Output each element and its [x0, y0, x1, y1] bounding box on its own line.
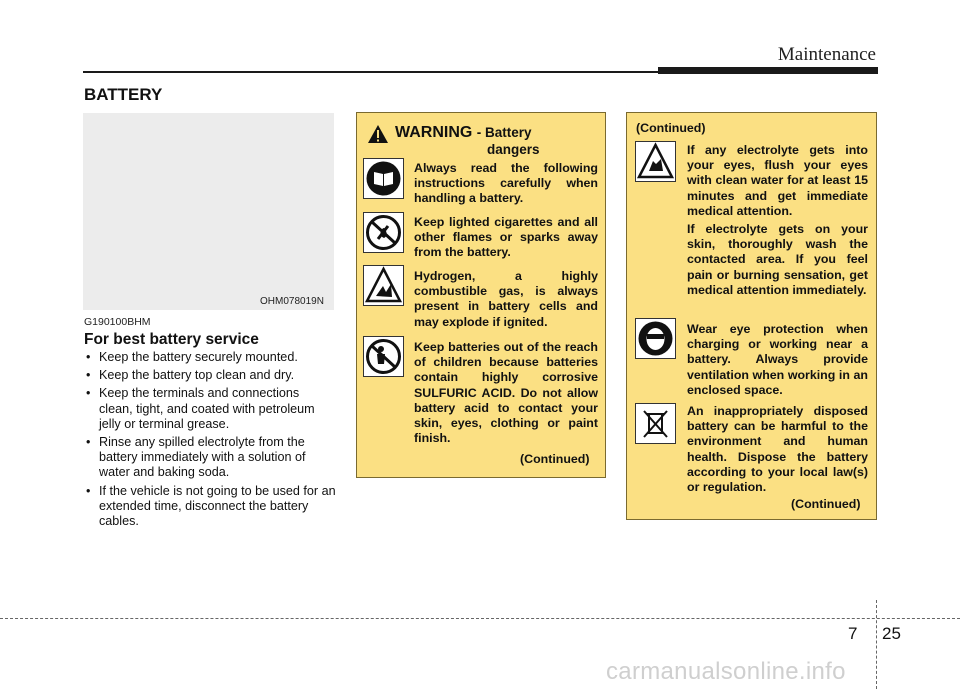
- warning-item-text: Keep batteries out of the reach of children because batteries contain highly corrosive SULFURIC ACID. Do not allow battery acid to contact your skin, eyes, clothing or paint finish.: [414, 340, 598, 446]
- section-title: BATTERY: [84, 85, 163, 104]
- watermark: carmanualsonline.info: [606, 658, 846, 685]
- continued-label: (Continued): [520, 452, 590, 466]
- header-tab-bar: [658, 67, 878, 74]
- warning-item-text: Hydrogen, a highly combustible gas, is always present in battery cells and may explode if ignited.: [414, 269, 598, 329]
- content-code: G190100BHM: [84, 316, 151, 328]
- warning-heading: [395, 124, 532, 142]
- warning-item-text: If electrolyte gets on your skin, thoroughly wash the contacted area. If you feel pain or burning sensation, get medical attention immediately.: [687, 222, 868, 297]
- warning-triangle-icon: [367, 124, 389, 144]
- chapter-number: 7: [848, 624, 858, 643]
- warning-item-text: An inappropriately disposed battery can be harmful to the environment and human health. Dispose the battery according to your local law(s) or regulation.: [687, 404, 868, 495]
- manual-book-icon: [363, 158, 404, 199]
- warning-word: WARNING: [395, 124, 473, 141]
- bullet-item: • Rinse any spilled electrolyte from the battery immediately with a solution of water and baking soda.: [84, 435, 336, 481]
- acid-splash-icon: [635, 141, 676, 182]
- bullet-item: • Keep the battery top clean and dry.: [84, 368, 336, 383]
- warning-item-text: Keep lighted cigarettes and all other flames or sparks away from the battery.: [414, 215, 598, 260]
- warning-item-text: If any electrolyte gets into your eyes, flush your eyes with clean water for at least 15 minutes and get immediate medical attention.: [687, 143, 868, 218]
- subheading: For best battery service: [84, 331, 259, 348]
- eye-protection-icon: [635, 318, 676, 359]
- explosion-icon: [363, 265, 404, 306]
- bullet-list: [84, 350, 336, 532]
- continued-top-label: (Continued): [636, 121, 706, 135]
- keep-children-away-icon: [363, 336, 404, 377]
- warning-title-line2: dangers: [487, 142, 540, 157]
- running-header-title: Maintenance: [777, 44, 876, 65]
- page-number: 25: [882, 624, 901, 643]
- bullet-item: • If the vehicle is not going to be used for an extended time, disconnect the battery cables.: [84, 484, 336, 530]
- no-flame-icon: [363, 212, 404, 253]
- battery-figure: [83, 113, 334, 310]
- no-trash-bin-icon: [635, 403, 676, 444]
- warning-item-text: Always read the following instructions carefully when handling a battery.: [414, 161, 598, 206]
- continued-label: (Continued): [791, 497, 861, 511]
- figure-id: OHM078019N: [260, 296, 324, 307]
- footer-divider: [876, 600, 877, 689]
- footer-rule: [0, 618, 960, 619]
- bullet-item: • Keep the battery securely mounted.: [84, 350, 336, 365]
- bullet-item: • Keep the terminals and connections clean, tight, and coated with petroleum jelly or terminal grease.: [84, 386, 336, 432]
- warning-title: - Battery: [476, 125, 532, 140]
- warning-item-text: Wear eye protection when charging or working near a battery. Always provide ventilation when working in an enclosed space.: [687, 322, 868, 397]
